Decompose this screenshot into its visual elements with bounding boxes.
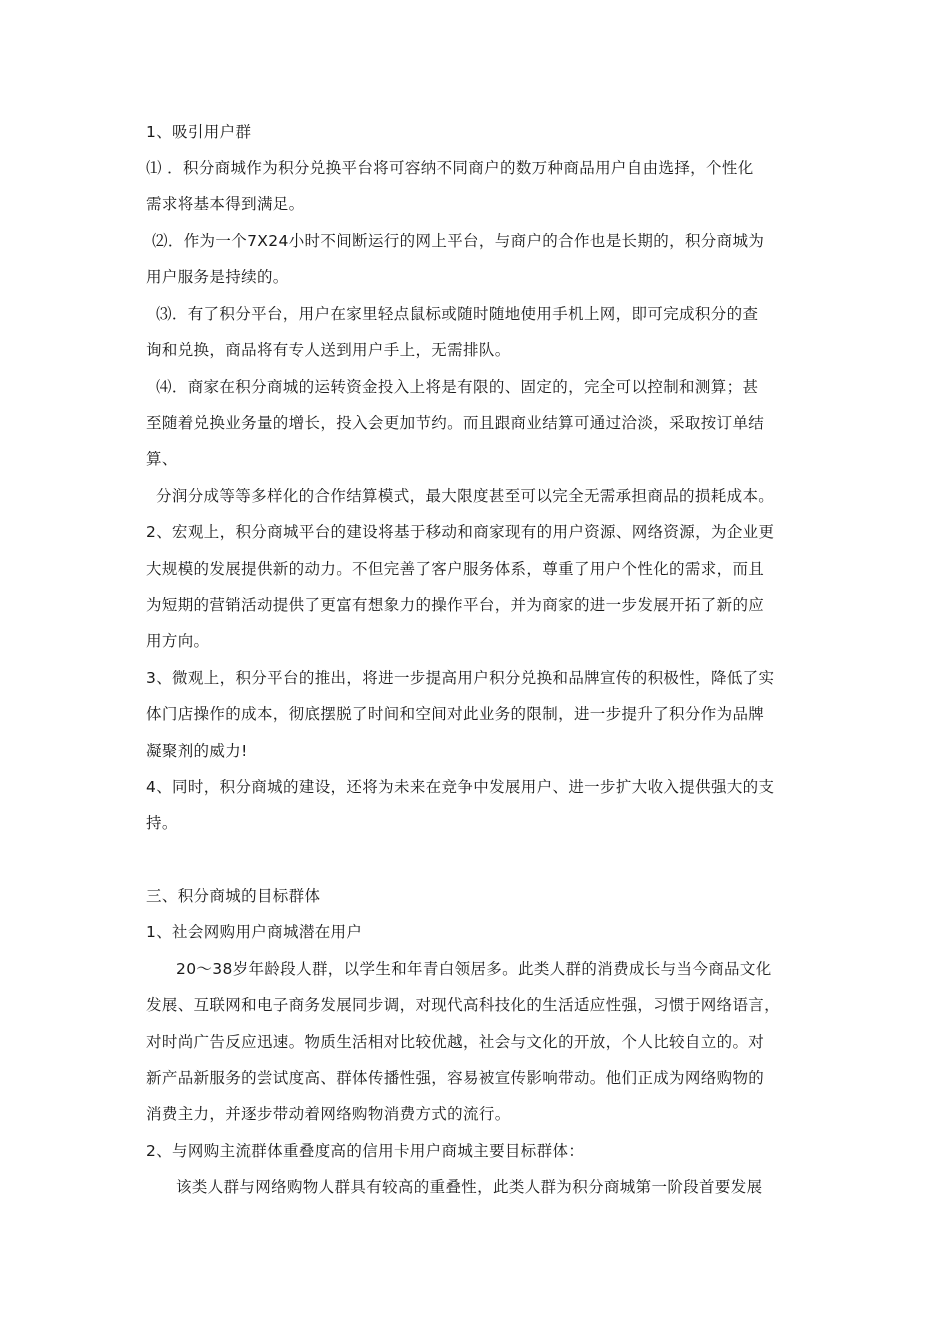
paragraph-line: 对时尚广告反应迅速。物质生活相对比较优越，社会与文化的开放，个人比较自立的。对 [146,1033,765,1051]
paragraph-line: 分润分成等等多样化的合作结算模式，最大限度甚至可以完全无需承担商品的损耗成本。 [156,487,775,505]
section-heading-target-groups: 三、积分商城的目标群体 [146,887,321,905]
paragraph-line: 20〜38岁年龄段人群，以学生和年青白领居多。此类人群的消费成长与当今商品文化 [176,960,772,978]
subheading-online-shoppers: 1、社会网购用户商城潜在用户 [146,923,363,941]
paragraph-line: 算、 [146,450,178,468]
paragraph-line: 用户服务是持续的。 [146,268,289,286]
paragraph-line: ⑶．有了积分平台，用户在家里轻点鼠标或随时随地使用手机上网，即可完成积分的查 [156,305,759,323]
paragraph-line: 询和兑换，商品将有专人送到用户手上，无需排队。 [146,341,511,359]
paragraph-line: ⑴ ．积分商城作为积分兑换平台将可容纳不同商户的数万种商品用户自由选择，个性化 [146,159,754,177]
paragraph-line: 需求将基本得到满足。 [146,195,305,213]
subheading-credit-card-users: 2、与网购主流群体重叠度高的信用卡用户商城主要目标群体： [146,1142,585,1160]
paragraph-line: ⑵．作为一个7X24小时不间断运行的网上平台，与商户的合作也是长期的，积分商城为 [152,232,765,250]
paragraph-line: 3、微观上，积分平台的推出，将进一步提高用户积分兑换和品牌宣传的积极性，降低了实 [146,669,775,687]
paragraph-line: 4、同时，积分商城的建设，还将为未来在竞争中发展用户、进一步扩大收入提供强大的支 [146,778,775,796]
paragraph-line: 消费主力，并逐步带动着网络购物消费方式的流行。 [146,1105,511,1123]
paragraph-line: 为短期的营销活动提供了更富有想象力的操作平台，并为商家的进一步发展开拓了新的应 [146,596,765,614]
heading-attract-users: 1、吸引用户群 [146,123,252,141]
paragraph-line: 大规模的发展提供新的动力。不但完善了客户服务体系，尊重了用户个性化的需求，而且 [146,560,765,578]
paragraph-line: 新产品新服务的尝试度高、群体传播性强，容易被宣传影响带动。他们正成为网络购物的 [146,1069,765,1087]
paragraph-line: 发展、互联网和电子商务发展同步调，对现代高科技化的生活适应性强，习惯于网络语言， [146,996,781,1014]
paragraph-line: 体门店操作的成本，彻底摆脱了时间和空间对此业务的限制，进一步提升了积分作为品牌 [146,705,765,723]
paragraph-line: ⑷．商家在积分商城的运转资金投入上将是有限的、固定的，完全可以控制和测算；甚 [156,378,759,396]
paragraph-line: 用方向。 [146,632,210,650]
paragraph-line: 该类人群与网络购物人群具有较高的重叠性，此类人群为积分商城第一阶段首要发展 [176,1178,763,1196]
paragraph-line: 持。 [146,814,178,832]
paragraph-line: 凝聚剂的威力! [146,742,248,760]
paragraph-line: 2、宏观上，积分商城平台的建设将基于移动和商家现有的用户资源、网络资源，为企业更 [146,523,775,541]
paragraph-line: 至随着兑换业务量的增长，投入会更加节约。而且跟商业结算可通过洽淡，采取按订单结 [146,414,765,432]
